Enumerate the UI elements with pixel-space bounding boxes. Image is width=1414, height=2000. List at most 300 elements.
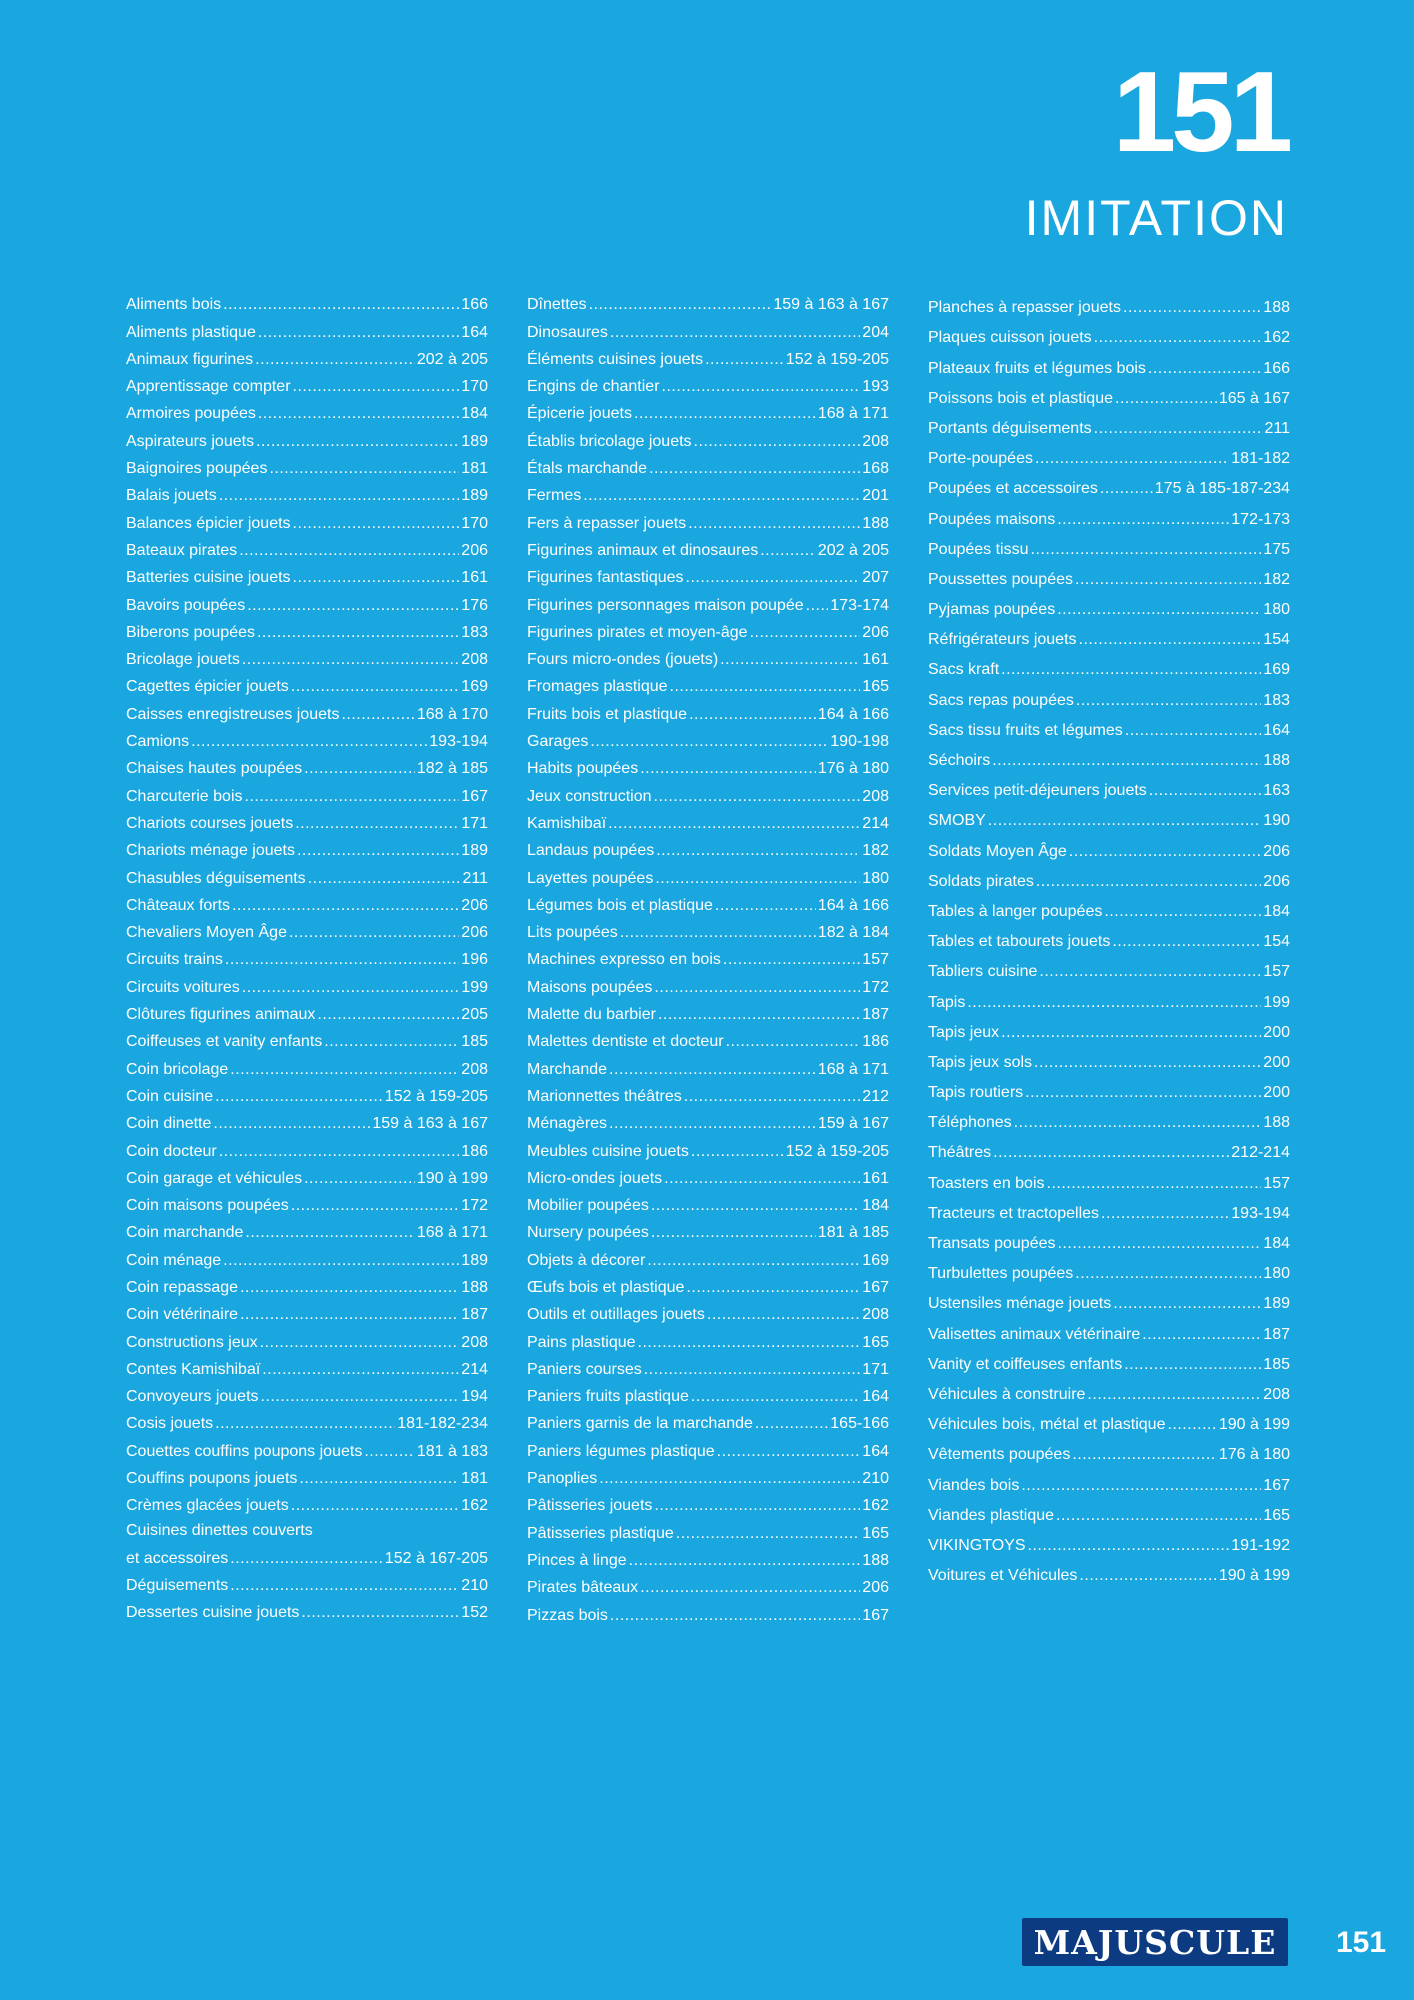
entry-label: Pâtisseries plastique [527,1524,674,1542]
entry-label: Biberons poupées [126,623,255,641]
index-entry [527,1405,889,1432]
entry-label: Pâtisseries jouets [527,1497,653,1515]
index-entry [928,528,1290,558]
index-entry [126,887,488,914]
entry-page: 187 [862,1006,889,1024]
dot-leader [1142,1327,1261,1343]
dot-leader [245,1225,414,1241]
entry-label: Armoires poupées [126,405,256,423]
index-entry [928,1161,1290,1191]
dot-leader [649,461,860,477]
dot-leader [651,1198,860,1214]
index-entry [126,805,488,832]
entry-page: 162 [461,1497,488,1515]
index-entry [928,1101,1290,1131]
dot-leader [1087,1387,1261,1403]
index-entry [126,859,488,886]
entry-page: 169 [461,678,488,696]
dot-leader [262,1362,459,1378]
dot-leader [654,1498,860,1514]
entry-label: Landaus poupées [527,842,655,860]
entry-page: 181 [461,1470,488,1488]
index-entry [527,1323,889,1350]
dot-leader [1056,1508,1261,1524]
dot-leader [589,297,772,313]
entry-page: 205 [461,1006,488,1024]
index-entry [527,941,889,968]
entry-page: 193 [862,378,889,396]
index-entry [527,450,889,477]
entry-label: Soldats pirates [928,872,1034,890]
dot-leader [1035,451,1229,467]
entry-page: 169 [862,1251,889,1269]
dot-leader [219,488,460,504]
index-entry [527,887,889,914]
dot-leader [658,1007,860,1023]
dot-leader [590,734,828,750]
dot-leader [1094,421,1263,437]
entry-page: 210 [862,1470,889,1488]
entry-label: Éléments cuisines jouets [527,350,704,368]
entry-label: Tapis routiers [928,1084,1024,1102]
index-entry [527,1569,889,1596]
entry-page: 165 à 167 [1218,389,1290,407]
dot-leader [1072,1447,1216,1463]
entry-page: 211 [1264,419,1290,437]
index-entry [126,1296,488,1323]
index-entry [126,777,488,804]
dot-leader [1167,1417,1216,1433]
entry-page: 167 [862,1278,889,1296]
index-entry [928,1071,1290,1101]
entry-label: Portants déguisements [928,419,1092,437]
dot-leader [242,652,459,668]
index-entry [126,422,488,449]
dot-leader [240,1280,459,1296]
entry-label: Chevaliers Moyen Âge [126,924,287,942]
index-entry [126,532,488,559]
dot-leader [258,406,459,422]
entry-page: 164 [461,323,488,341]
entry-label: Fruits bois et plastique [527,705,688,723]
dot-leader [1076,693,1261,709]
entry-label: Séchoirs [928,752,991,769]
dot-leader [705,352,784,368]
entry-page: 199 [461,978,488,996]
entry-page: 191-192 [1231,1536,1290,1554]
entry-page: 194 [461,1388,488,1406]
index-entry [126,1460,488,1487]
dot-leader [1123,300,1261,316]
index-entry [928,377,1290,407]
dot-leader [670,679,861,695]
entry-label: Téléphones [928,1114,1012,1132]
entry-label: Planches à repasser jouets [928,299,1121,317]
dot-leader [293,379,460,395]
dot-leader [640,761,816,777]
index-entry [126,723,488,750]
entry-page: 188 [862,514,889,532]
index-entry [928,1312,1290,1342]
entry-page: 176 à 180 [1218,1446,1290,1464]
entry-page: 171 [862,1360,889,1378]
entry-label: Layettes poupées [527,869,654,887]
dot-leader [232,898,459,914]
entry-label: Tapis jeux [928,1023,1000,1041]
entry-page: 166 [461,296,488,314]
index-entry [928,860,1290,890]
index-entry [527,1050,889,1077]
entry-page: 188 [461,1278,488,1296]
entry-page: 164 à 166 [817,896,889,914]
dot-leader [755,1416,828,1432]
index-column-2 [527,286,889,1624]
dot-leader [1057,602,1261,618]
dot-leader [256,434,459,450]
entry-label: Plateaux fruits et légumes bois [928,359,1146,377]
dot-leader [688,516,860,532]
dot-leader [644,1362,861,1378]
dot-leader [655,871,860,887]
index-entry [126,1487,488,1514]
entry-page: 181-182 [1231,450,1290,468]
entry-label: Tracteurs et tractopelles [928,1204,1100,1222]
index-entry [126,1214,488,1241]
entry-page: 206 [1263,842,1290,860]
entry-page: 214 [461,1360,488,1378]
entry-label: Pizzas bois [527,1606,608,1624]
entry-page: 189 [1263,1295,1290,1313]
entry-label: Coiffeuses et vanity enfants [126,1033,323,1051]
index-entry [527,1460,889,1487]
index-entry [126,1132,488,1159]
entry-label: Vêtements poupées [928,1446,1071,1464]
dot-leader [654,789,861,805]
index-entry [126,341,488,368]
entry-page: 180 [1263,1265,1290,1283]
entry-label: Coin maisons poupées [126,1197,289,1215]
dot-leader [1001,662,1261,678]
dot-leader [308,871,461,887]
index-entry [126,1078,488,1105]
entry-page: 165 [862,1524,889,1542]
entry-label: Chariots courses jouets [126,814,294,832]
entry-page: 206 [862,1579,889,1597]
entry-label: Tables à langer poupées [928,902,1103,920]
entry-page: 154 [1263,933,1290,951]
entry-page: 152 à 159-205 [785,350,889,368]
index-entry [928,980,1290,1010]
entry-label: Tables et tabourets jouets [928,933,1111,951]
index-entry [928,1343,1290,1373]
entry-page: 184 [1263,1235,1290,1252]
entry-label: Jeux construction [527,787,652,805]
entry-label: Balances épicier jouets [126,514,291,532]
entry-label: Objets à décorer [527,1251,646,1269]
entry-label: Crèmes glacées jouets [126,1497,289,1515]
entry-page: 161 [862,1169,889,1187]
entry-page: 152 à 159-205 [785,1142,889,1160]
dot-leader [1031,542,1262,558]
dot-leader [656,843,860,859]
index-entry [126,1514,488,1539]
index-entry [126,996,488,1023]
entry-label: Poupées et accessoires [928,480,1098,498]
index-entry [527,750,889,777]
entry-label: Bricolage jouets [126,651,240,669]
index-entry [527,614,889,641]
entry-page: 165 [862,1333,889,1351]
dot-leader [1001,1025,1261,1041]
dot-leader [647,1253,860,1269]
dot-leader [1025,1085,1261,1101]
dot-leader [1125,723,1262,739]
entry-label: Étals marchande [527,460,648,478]
index-entry [928,467,1290,497]
entry-label: Apprentissage compter [126,378,291,396]
entry-page: 212 [862,1087,889,1105]
index-entry [527,1351,889,1378]
index-entry [527,504,889,531]
index-entry [527,695,889,722]
dot-leader [291,1198,460,1214]
index-entry [527,1269,889,1296]
entry-page: 159 à 167 [817,1115,889,1133]
dot-leader [993,1145,1229,1161]
dot-leader [293,570,460,586]
entry-label: et accessoires [126,1549,229,1567]
entry-label: Habits poupées [527,760,639,778]
entry-label: Panoplies [527,1470,598,1488]
entry-page: 190-198 [830,733,889,751]
entry-label: Véhicules à construire [928,1385,1086,1403]
dot-leader [610,325,860,341]
entry-label: Aspirateurs jouets [126,432,255,450]
index-entry [126,1023,488,1050]
entry-label: Garages [527,733,589,751]
index-entry [527,1542,889,1569]
index-entry [928,1222,1290,1252]
entry-label: Couettes couffins poupons jouets [126,1442,363,1460]
entry-label: Fers à repasser jouets [527,514,687,532]
entry-page: 152 à 167-205 [384,1549,488,1567]
entry-page: 168 à 171 [817,1060,889,1078]
entry-page: 181 à 185 [817,1224,889,1242]
index-entry [527,859,889,886]
index-entry [126,368,488,395]
dot-leader [1094,330,1262,346]
dot-leader [289,925,459,941]
dot-leader [694,434,861,450]
entry-page: 168 [862,460,889,478]
entry-label: Mobilier poupées [527,1197,649,1215]
index-entry [928,1373,1290,1403]
entry-label: Aliments plastique [126,323,256,341]
entry-page: 163 [1263,782,1290,800]
entry-label: Établis bricolage jouets [527,432,692,450]
dot-leader [219,1144,460,1160]
entry-label: Couffins poupons jouets [126,1470,298,1488]
entry-label: Poussettes poupées [928,570,1073,588]
entry-page: 184 [461,405,488,423]
entry-label: Aliments bois [126,296,222,314]
entry-page: 167 [461,787,488,805]
entry-page: 185 [461,1033,488,1051]
index-entry [527,477,889,504]
section-title: IMITATION [1024,190,1288,246]
dot-leader [230,1578,459,1594]
entry-page: 168 à 171 [817,405,889,423]
dot-leader [225,952,459,968]
entry-page: 188 [1263,299,1290,317]
dot-leader [223,1253,459,1269]
dot-leader [640,1580,860,1596]
dot-leader [629,1553,861,1569]
index-entry [928,316,1290,346]
dot-leader [609,1116,816,1132]
entry-label: Pyjamas poupées [928,601,1056,619]
entry-page: 167 [862,1606,889,1624]
entry-label: Dessertes cuisine jouets [126,1604,300,1622]
entry-label: Sacs kraft [928,661,1000,679]
entry-label: Chasubles déguisements [126,869,306,887]
entry-page: 199 [1263,993,1290,1011]
index-entry [928,1524,1290,1554]
entry-page: 188 [1263,752,1290,769]
dot-leader [291,1498,460,1514]
index-entry [928,829,1290,859]
dot-leader [723,952,860,968]
index-entry [928,497,1290,527]
dot-leader [261,1389,460,1405]
entry-label: Coin ménage [126,1251,222,1269]
entry-label: Figurines personnages maison poupée [527,596,804,614]
entry-page: 157 [1263,1174,1290,1192]
index-entry [126,1187,488,1214]
dot-leader [599,1471,860,1487]
index-entry [126,641,488,668]
entry-page: 204 [862,323,889,341]
entry-page: 172 [862,978,889,996]
dot-leader [213,1116,370,1132]
index-entry [928,437,1290,467]
entry-label: Charcuterie bois [126,787,243,805]
dot-leader [1149,783,1262,799]
entry-page: 168 à 170 [416,705,488,723]
entry-page: 212-214 [1231,1144,1290,1162]
entry-page: 184 [1263,902,1290,920]
entry-page: 176 [461,596,488,614]
entry-label: Turbulettes poupées [928,1265,1074,1283]
dot-leader [317,1007,459,1023]
entry-page: 193-194 [1231,1204,1290,1222]
dot-leader [1075,1266,1261,1282]
index-entry [928,558,1290,588]
entry-page: 161 [862,651,889,669]
index-entry [928,1282,1290,1312]
entry-page: 165-166 [830,1415,889,1433]
entry-page: 190 [1263,812,1290,830]
index-entry [527,1132,889,1159]
dot-leader [215,1416,395,1432]
entry-page: 152 [461,1604,488,1622]
entry-label: Cagettes épicier jouets [126,678,289,696]
index-entry [126,668,488,695]
entry-label: VIKINGTOYS [928,1536,1026,1554]
entry-label: Cuisines dinettes couverts [126,1522,313,1540]
index-entry [527,341,889,368]
index-entry [527,1378,889,1405]
index-entry [126,395,488,422]
index-entry [527,832,889,859]
index-entry [126,968,488,995]
dot-leader [297,843,459,859]
entry-label: Coin docteur [126,1142,217,1160]
dot-leader [245,789,460,805]
dot-leader [1112,934,1261,950]
dot-leader [583,488,860,504]
entry-page: 190 à 199 [1218,1416,1290,1434]
entry-label: Bavoirs poupées [126,596,246,614]
entry-page: 214 [862,814,889,832]
dot-leader [686,570,861,586]
entry-label: Clôtures figurines animaux [126,1006,316,1024]
entry-label: Contes Kamishibaï [126,1360,261,1378]
entry-page: 188 [862,1551,889,1569]
index-entry [928,1554,1290,1584]
entry-label: Coin garage et véhicules [126,1169,303,1187]
index-entry [928,648,1290,678]
entry-label: Constructions jeux [126,1333,258,1351]
dot-leader [230,1551,383,1567]
entry-label: Cosis jouets [126,1415,214,1433]
entry-page: 189 [461,1251,488,1269]
entry-page: 162 [862,1497,889,1515]
entry-label: Circuits trains [126,951,223,969]
dot-leader [664,1171,860,1187]
index-entry [527,395,889,422]
entry-label: Marionnettes théâtres [527,1087,682,1105]
entry-label: Valisettes animaux vétérinaire [928,1325,1141,1343]
entry-page: 183 [1263,691,1290,709]
entry-page: 208 [461,651,488,669]
entry-label: Pirates bâteaux [527,1579,639,1597]
entry-label: Coin dinette [126,1115,212,1133]
entry-page: 211 [462,869,488,887]
index-entry [126,504,488,531]
index-entry [126,1378,488,1405]
index-entry [126,1241,488,1268]
entry-page: 182 [1263,570,1290,588]
entry-page: 170 [461,514,488,532]
dot-leader [1057,1236,1261,1252]
index-entry [928,618,1290,648]
index-entry [126,1594,488,1621]
entry-label: Figurines pirates et moyen-âge [527,623,748,641]
entry-label: Chaises hautes poupées [126,760,303,778]
index-entry [527,1296,889,1323]
dot-leader [341,707,414,723]
entry-page: 162 [1263,329,1290,347]
entry-page: 188 [1263,1114,1290,1132]
entry-page: 181 [461,460,488,478]
index-entry [928,709,1290,739]
entry-page: 164 à 166 [817,705,889,723]
entry-page: 202 à 205 [416,350,488,368]
index-entry [126,1323,488,1350]
dot-leader [676,1526,861,1542]
index-entry [126,1269,488,1296]
